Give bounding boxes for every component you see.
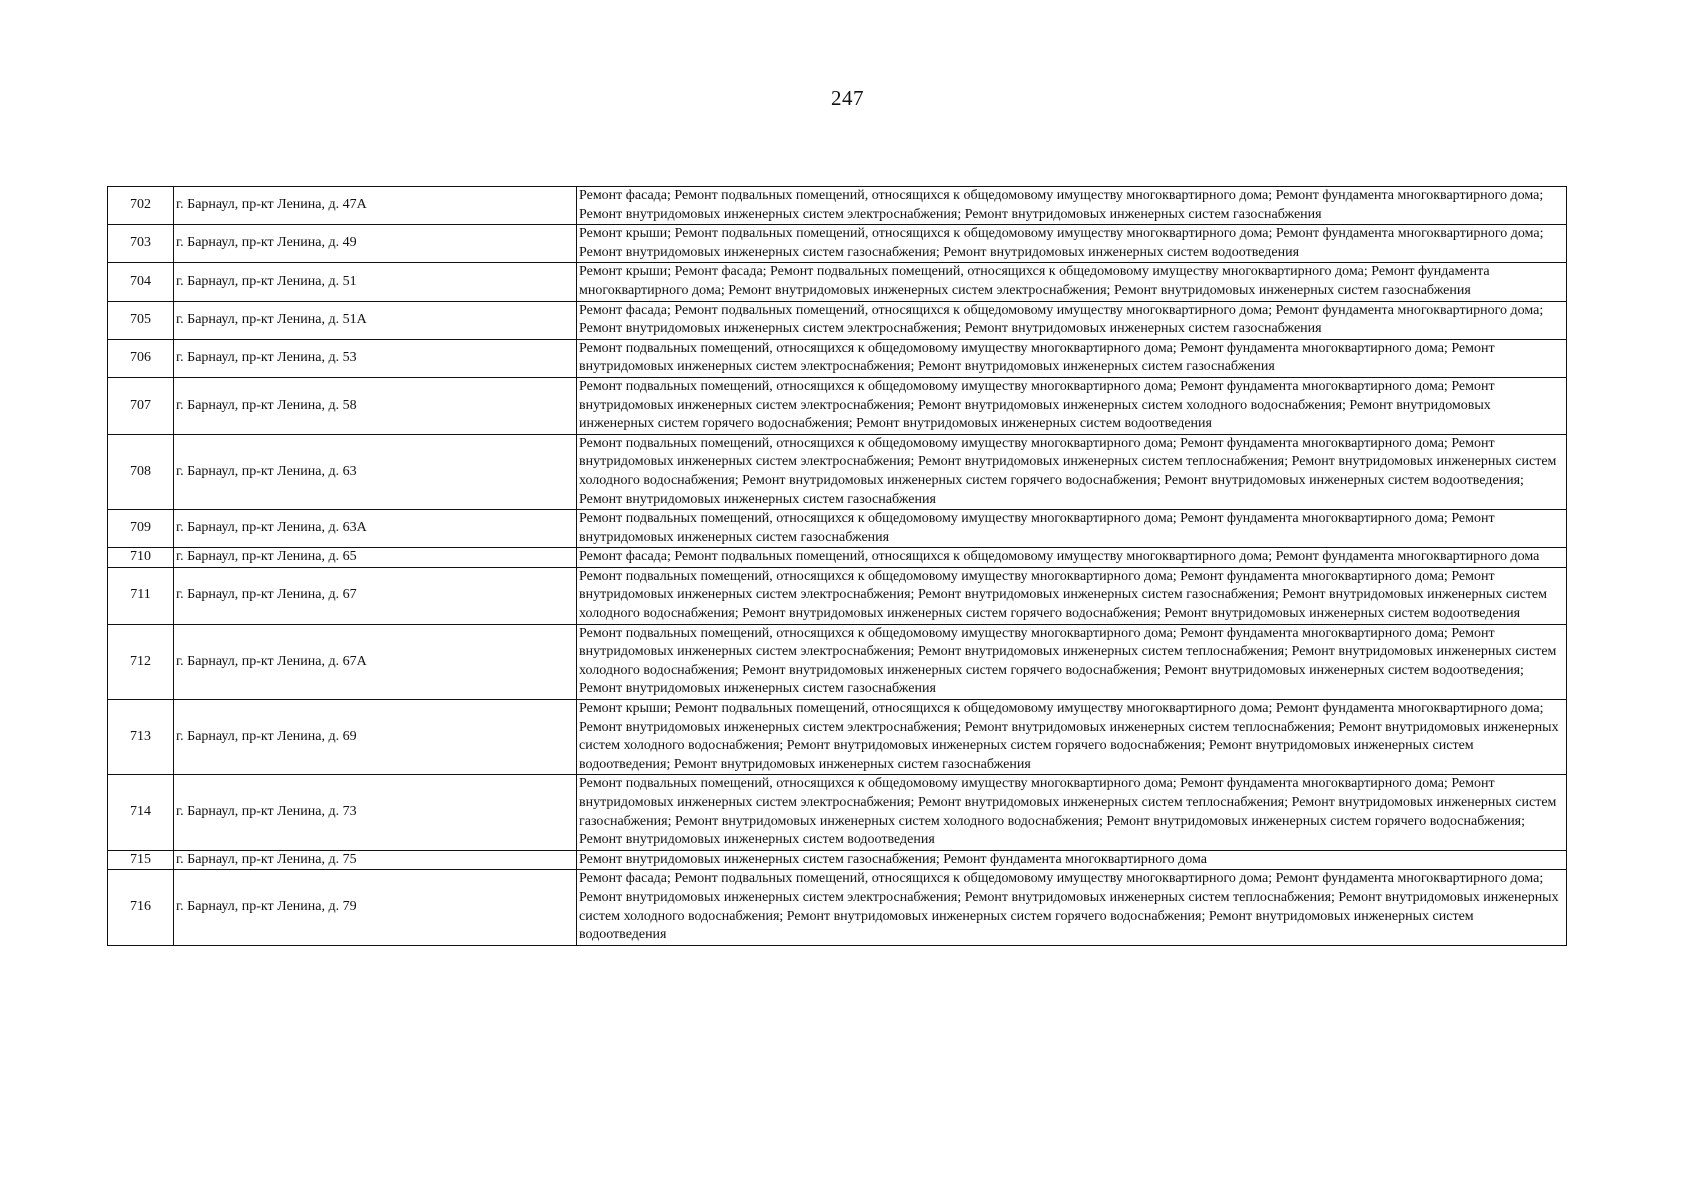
row-address: г. Барнаул, пр-кт Ленина, д. 79: [174, 870, 577, 945]
table-row: [108, 377, 1567, 434]
row-works: Ремонт подвальных помещений, относящихся к общедомовому имуществу многоквартирного дома; Ремонт фундамента многоквартирного дома; Ремонт внутридомовых инженерных систем газоснабжения: [577, 510, 1567, 548]
row-works: Ремонт фасада; Ремонт подвальных помещений, относящихся к общедомовому имуществу многоквартирного дома; Ремонт фундамента многоквартирного дома; Ремонт внутридомовых инженерных систем электроснабжения; Ремонт внутридомовых инженерных систем газоснабжения: [577, 187, 1567, 225]
table-row: [108, 301, 1567, 339]
row-works: Ремонт фасада; Ремонт подвальных помещений, относящихся к общедомовому имуществу многоквартирного дома; Ремонт фундамента многоквартирного дома: [577, 548, 1567, 568]
table-row: [108, 548, 1567, 568]
row-number: 703: [108, 225, 174, 263]
repair-works-table: [107, 186, 1567, 946]
row-address: г. Барнаул, пр-кт Ленина, д. 49: [174, 225, 577, 263]
row-address: г. Барнаул, пр-кт Ленина, д. 65: [174, 548, 577, 568]
row-works: Ремонт подвальных помещений, относящихся к общедомовому имуществу многоквартирного дома; Ремонт фундамента многоквартирного дома; Ремонт внутридомовых инженерных систем электроснабжения; Ремонт внутридомовых инженерных систем газоснабжения; Ремонт внутридомовых инженерных систем холодного водоснабжения; Ремонт внутридомовых инженерных систем горячего водоснабжения; Ремонт внутридомовых инженерных систем водоотведения: [577, 567, 1567, 624]
row-number: 702: [108, 187, 174, 225]
row-works: Ремонт фасада; Ремонт подвальных помещений, относящихся к общедомовому имуществу многоквартирного дома; Ремонт фундамента многоквартирного дома; Ремонт внутридомовых инженерных систем электроснабжения; Ремонт внутридомовых инженерных систем теплоснабжения; Ремонт внутридомовых инженерных систем холодного водоснабжения; Ремонт внутридомовых инженерных систем горячего водоснабжения; Ремонт внутридомовых инженерных систем водоотведения: [577, 870, 1567, 945]
row-address: г. Барнаул, пр-кт Ленина, д. 63: [174, 434, 577, 509]
row-works: Ремонт крыши; Ремонт подвальных помещений, относящихся к общедомовому имуществу многоквартирного дома; Ремонт фундамента многоквартирного дома; Ремонт внутридомовых инженерных систем электроснабжения; Ремонт внутридомовых инженерных систем теплоснабжения; Ремонт внутридомовых инженерных систем холодного водоснабжения; Ремонт внутридомовых инженерных систем горячего водоснабжения; Ремонт внутридомовых инженерных систем водоотведения; Ремонт внутридомовых инженерных систем газоснабжения: [577, 700, 1567, 775]
row-address: г. Барнаул, пр-кт Ленина, д. 63А: [174, 510, 577, 548]
row-number: 704: [108, 263, 174, 301]
table-row: [108, 567, 1567, 624]
row-number: 710: [108, 548, 174, 568]
row-number: 706: [108, 339, 174, 377]
table-row: [108, 700, 1567, 775]
row-number: 709: [108, 510, 174, 548]
row-address: г. Барнаул, пр-кт Ленина, д. 58: [174, 377, 577, 434]
page-number: 247: [831, 86, 864, 110]
table-row: [108, 225, 1567, 263]
row-number: 712: [108, 624, 174, 699]
row-address: г. Барнаул, пр-кт Ленина, д. 75: [174, 850, 577, 870]
row-number: 714: [108, 775, 174, 850]
row-number: 716: [108, 870, 174, 945]
table-row: [108, 510, 1567, 548]
row-works: Ремонт подвальных помещений, относящихся к общедомовому имуществу многоквартирного дома; Ремонт фундамента многоквартирного дома; Ремонт внутридомовых инженерных систем электроснабжения; Ремонт внутридомовых инженерных систем теплоснабжения; Ремонт внутридомовых инженерных систем газоснабжения; Ремонт внутридомовых инженерных систем холодного водоснабжения; Ремонт внутридомовых инженерных систем горячего водоснабжения; Ремонт внутридомовых инженерных систем водоотведения: [577, 775, 1567, 850]
row-address: г. Барнаул, пр-кт Ленина, д. 51А: [174, 301, 577, 339]
row-address: г. Барнаул, пр-кт Ленина, д. 47А: [174, 187, 577, 225]
table-row: [108, 434, 1567, 509]
row-number: 708: [108, 434, 174, 509]
row-works: Ремонт подвальных помещений, относящихся к общедомовому имуществу многоквартирного дома; Ремонт фундамента многоквартирного дома; Ремонт внутридомовых инженерных систем электроснабжения; Ремонт внутридомовых инженерных систем газоснабжения: [577, 339, 1567, 377]
table-row: [108, 624, 1567, 699]
row-address: г. Барнаул, пр-кт Ленина, д. 53: [174, 339, 577, 377]
row-works: Ремонт подвальных помещений, относящихся к общедомовому имуществу многоквартирного дома; Ремонт фундамента многоквартирного дома; Ремонт внутридомовых инженерных систем электроснабжения; Ремонт внутридомовых инженерных систем холодного водоснабжения; Ремонт внутридомовых инженерных систем горячего водоснабжения; Ремонт внутридомовых инженерных систем водоотведения: [577, 377, 1567, 434]
row-works: Ремонт внутридомовых инженерных систем газоснабжения; Ремонт фундамента многоквартирного дома: [577, 850, 1567, 870]
row-works: Ремонт крыши; Ремонт фасада; Ремонт подвальных помещений, относящихся к общедомовому имуществу многоквартирного дома; Ремонт фундамента многоквартирного дома; Ремонт внутридомовых инженерных систем электроснабжения; Ремонт внутридомовых инженерных систем газоснабжения: [577, 263, 1567, 301]
row-works: Ремонт крыши; Ремонт подвальных помещений, относящихся к общедомовому имуществу многоквартирного дома; Ремонт фундамента многоквартирного дома; Ремонт внутридомовых инженерных систем газоснабжения; Ремонт внутридомовых инженерных систем водоотведения: [577, 225, 1567, 263]
row-number: 713: [108, 700, 174, 775]
table-row: [108, 850, 1567, 870]
table-row: [108, 263, 1567, 301]
row-address: г. Барнаул, пр-кт Ленина, д. 67: [174, 567, 577, 624]
row-address: г. Барнаул, пр-кт Ленина, д. 51: [174, 263, 577, 301]
table-row: [108, 339, 1567, 377]
row-number: 705: [108, 301, 174, 339]
table-row: [108, 870, 1567, 945]
table-row: [108, 775, 1567, 850]
row-number: 707: [108, 377, 174, 434]
row-works: Ремонт подвальных помещений, относящихся к общедомовому имуществу многоквартирного дома; Ремонт фундамента многоквартирного дома; Ремонт внутридомовых инженерных систем электроснабжения; Ремонт внутридомовых инженерных систем теплоснабжения; Ремонт внутридомовых инженерных систем холодного водоснабжения; Ремонт внутридомовых инженерных систем горячего водоснабжения; Ремонт внутридомовых инженерных систем водоотведения; Ремонт внутридомовых инженерных систем газоснабжения: [577, 624, 1567, 699]
table-body: [108, 187, 1567, 946]
row-works: Ремонт подвальных помещений, относящихся к общедомовому имуществу многоквартирного дома; Ремонт фундамента многоквартирного дома; Ремонт внутридомовых инженерных систем электроснабжения; Ремонт внутридомовых инженерных систем теплоснабжения; Ремонт внутридомовых инженерных систем холодного водоснабжения; Ремонт внутридомовых инженерных систем горячего водоснабжения; Ремонт внутридомовых инженерных систем водоотведения; Ремонт внутридомовых инженерных систем газоснабжения: [577, 434, 1567, 509]
row-address: г. Барнаул, пр-кт Ленина, д. 69: [174, 700, 577, 775]
table-row: [108, 187, 1567, 225]
row-works: Ремонт фасада; Ремонт подвальных помещений, относящихся к общедомовому имуществу многоквартирного дома; Ремонт фундамента многоквартирного дома; Ремонт внутридомовых инженерных систем электроснабжения; Ремонт внутридомовых инженерных систем газоснабжения: [577, 301, 1567, 339]
row-number: 715: [108, 850, 174, 870]
row-address: г. Барнаул, пр-кт Ленина, д. 73: [174, 775, 577, 850]
row-address: г. Барнаул, пр-кт Ленина, д. 67А: [174, 624, 577, 699]
row-number: 711: [108, 567, 174, 624]
